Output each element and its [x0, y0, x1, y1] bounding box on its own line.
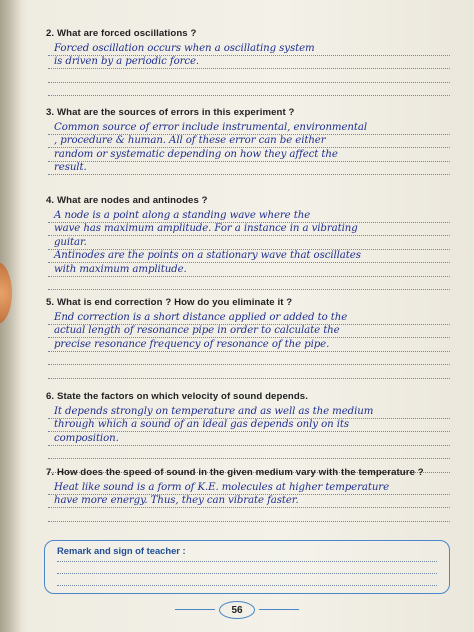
- question-text: State the factors on which velocity of sound depends.: [56, 391, 309, 402]
- question-number: 6.: [46, 391, 55, 402]
- answer-area-3: [48, 121, 450, 175]
- answer-text: It depends strongly on temperature and as well as the medium: [54, 405, 374, 417]
- answer-text: actual length of resonance pipe in order to calculate the: [54, 325, 340, 336]
- answer-line: [48, 162, 450, 176]
- answer-text: wave has maximum amplitude. For a instance in a vibrating: [54, 223, 358, 234]
- answer-line: [48, 338, 450, 352]
- page-number-rule-right: [259, 609, 299, 610]
- answer-text: A node is a point along a standing wave where the: [54, 209, 311, 221]
- remark-line: [57, 561, 437, 562]
- question-number: 5.: [46, 297, 55, 308]
- question-number: 7.: [46, 467, 55, 478]
- answer-line: [48, 121, 450, 135]
- remark-label: Remark and sign of teacher :: [57, 545, 186, 556]
- answer-line: [48, 69, 450, 83]
- answer-line: [48, 481, 450, 495]
- answer-line: [48, 56, 450, 70]
- answer-area-7: [48, 481, 450, 522]
- answer-line: [48, 277, 450, 291]
- answer-text: , procedure & human. All of these error can be either: [54, 135, 326, 146]
- answer-area-2: [48, 42, 450, 96]
- question-text: What are the sources of errors in this experiment ?: [56, 107, 295, 118]
- page-number-rule-left: [175, 609, 215, 610]
- answer-line: [48, 83, 450, 97]
- answer-line: [48, 148, 450, 162]
- answer-text: result.: [54, 162, 87, 173]
- remark-line: [57, 573, 437, 574]
- answer-text: through which a sound of an ideal gas depends only on its: [54, 419, 350, 430]
- answer-line: [48, 432, 450, 446]
- answer-line: [48, 365, 450, 379]
- answer-area-4: [48, 209, 450, 290]
- answer-text: guitar.: [54, 236, 87, 248]
- question-text: What is end correction ? How do you eliminate it ?: [56, 297, 293, 308]
- question-text: What are forced oscillations ?: [56, 28, 197, 39]
- question-6: [46, 391, 308, 402]
- answer-line: [48, 352, 450, 366]
- answer-line: [48, 263, 450, 277]
- answer-line: [48, 209, 450, 223]
- answer-text: Heat like sound is a form of K.E. molecules at higher temperature: [54, 481, 390, 493]
- teacher-remark-box: [44, 540, 450, 594]
- question-number: 2.: [46, 28, 55, 39]
- answer-line: [48, 508, 450, 522]
- answer-line: [48, 42, 450, 56]
- question-number: 4.: [46, 195, 55, 206]
- answer-line: [48, 495, 450, 509]
- remark-line: [57, 585, 437, 586]
- answer-line: [48, 135, 450, 149]
- question-text: What are nodes and antinodes ?: [56, 195, 208, 206]
- question-5: [46, 297, 292, 308]
- answer-line: [48, 446, 450, 460]
- page-number: 56: [219, 601, 255, 619]
- answer-line: [48, 405, 450, 419]
- answer-text: random or systematic depending on how they affect the: [54, 148, 338, 160]
- answer-line: [48, 325, 450, 339]
- question-7: [46, 467, 424, 478]
- answer-text: is driven by a periodic force.: [54, 56, 200, 67]
- answer-line: [48, 250, 450, 264]
- answer-area-5: [48, 311, 450, 379]
- question-4: [46, 195, 208, 206]
- question-2: [46, 28, 196, 39]
- answer-text: Common source of error include instrumental, environmental: [54, 121, 368, 133]
- question-text: How does the speed of sound in the given medium vary with the temperature ?: [56, 467, 424, 478]
- page-number-ornament: [175, 600, 299, 620]
- answer-text: End correction is a short distance applied or added to the: [54, 311, 348, 323]
- answer-line: [48, 236, 450, 250]
- answer-text: Antinodes are the points on a stationary wave that oscillates: [54, 250, 361, 261]
- answer-area-6: [48, 405, 450, 473]
- answer-line: [48, 419, 450, 433]
- answer-line: [48, 311, 450, 325]
- answer-text: Forced oscillation occurs when a oscillating system: [54, 42, 315, 54]
- answer-text: have more energy. Thus, they can vibrate faster.: [54, 495, 299, 506]
- question-3: [46, 107, 295, 118]
- answer-text: with maximum amplitude.: [54, 263, 187, 275]
- answer-line: [48, 223, 450, 237]
- question-number: 3.: [46, 107, 55, 118]
- answer-text: precise resonance frequency of resonance of the pipe.: [54, 338, 330, 350]
- answer-text: composition.: [54, 432, 119, 444]
